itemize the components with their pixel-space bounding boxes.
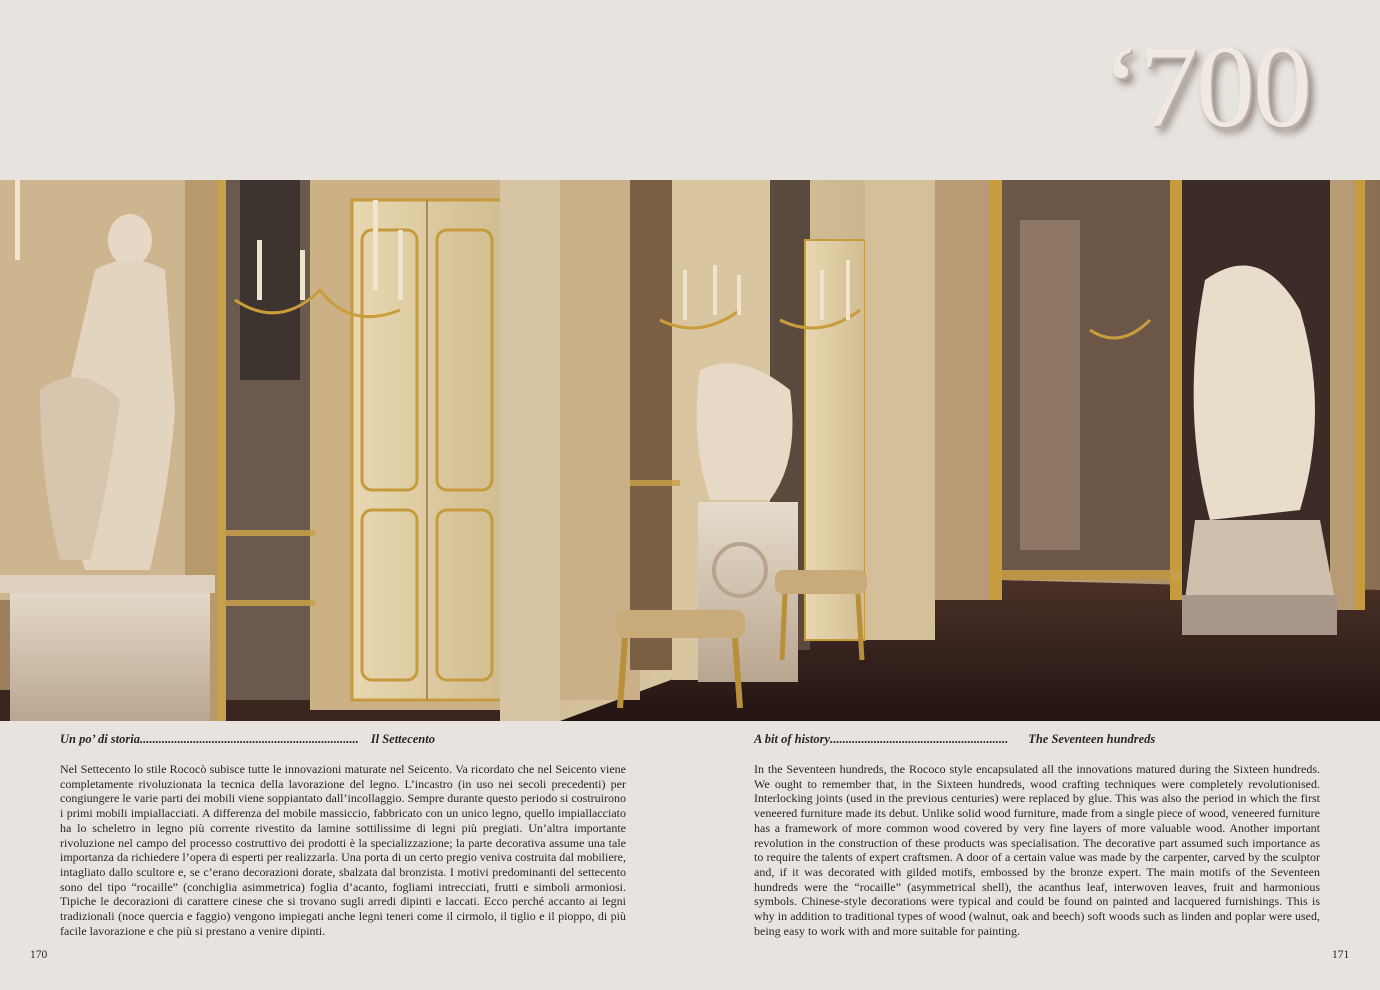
english-heading-subtitle: The Seventeen hundreds [1028,732,1156,746]
italian-body-text: Nel Settecento lo stile Rococò subisce tutte le innovazioni maturate nel Seicento. Va ricordato che nel Seicento viene completamente rivoluzionata la tecnica della lavorazione del legno. L’incastro (in uso nei secoli precedenti) per congiungere le varie parti dei mobili viene soppiantato dall’incollaggio. Sempre durante questo periodo si costruirono i primi mobili impiallacciati. A differenza del mobile massiccio, fabbricato con un unico legno, quello impiallacciato ha lo scheletro in legno più corrente rivestito da lamine sottilissime di legni più pregiati. Un’altra importante rivoluzione nel campo del processo costruttivo dei prodotti è la specializzazione; la parte decorativa assume una tale importanza da richiedere l’opera di esperti per realizzarla. Una porta di un certo pregio veniva costruita dal mobiliere, intagliato dallo scultore e, se c’erano decorazioni dorate, sbalzata dal bronzista. I motivi predominanti del settecento sono del tipo “rocaille” (conchiglia asimmetrica) foglia d’acanto, fogliami intrecciati, frutti e simboli armoniosi. Tipiche le decorazioni di carattere cinese che si trovano sugli arredi dipinti e laccati. Ecco perché accanto ai legni tradizionali (noce quercia e faggio) vengono impiegati anche legni teneri come il cirmolo, il tiglio e il pioppo, di più facile lavorazione e che più si prestano a venire dipinti. [60,762,626,938]
italian-heading-title: Un po’ di storia [60,732,140,746]
italian-heading [60,732,626,750]
english-column [754,732,1320,938]
page-number-right: 171 [1332,949,1350,961]
english-heading-title: A bit of history [754,732,831,746]
english-heading [754,732,1320,750]
english-body-text: In the Seventeen hundreds, the Rococo style encapsulated all the innovations matured during the Sixteen hundreds. We ought to remember that, in the Sixteen hundreds, wood crafting techniques were completely revolutionised. Interlocking joints (used in the previous centuries) were replaced by glue. This was also the period in which the first veneered furniture made its debut. Unlike solid wood furniture, made from a single piece of wood, veneered furniture has a framework of more common wood covered by very fine layers of more valuable wood. Another important revolution in the construction of these products was specialisation. The decorative part assumed such importance as to require the talents of expert craftsmen. A door of a certain value was made by the carpenter, carved by the sculptor and, if it was decorated with gilded motifs, embossed by the bronze expert. The main motifs of the Seventeen hundreds were the “rocaille” (asymmetrical shell), the acanthus leaf, interwoven leaves, fruit and harmonious symbols. Chinese-style decorations were typical and could be found on painted and lacquered furnishings. This is why in addition to traditional types of wood (walnut, oak and beech) soft woods such as linden and poplar were used, being easy to work with and more suitable for painting. [754,762,1320,938]
italian-heading-subtitle: Il Settecento [370,732,435,746]
page-number-left: 170 [30,949,48,961]
chapter-title: ‘700 [1101,21,1310,152]
baroque-hall-photo [0,180,1380,721]
photo-illustration [0,180,1380,721]
english-heading-leader: ......................................................... [830,732,1009,746]
italian-column [60,732,626,938]
italian-heading-leader: ...................................................................... [140,732,359,746]
